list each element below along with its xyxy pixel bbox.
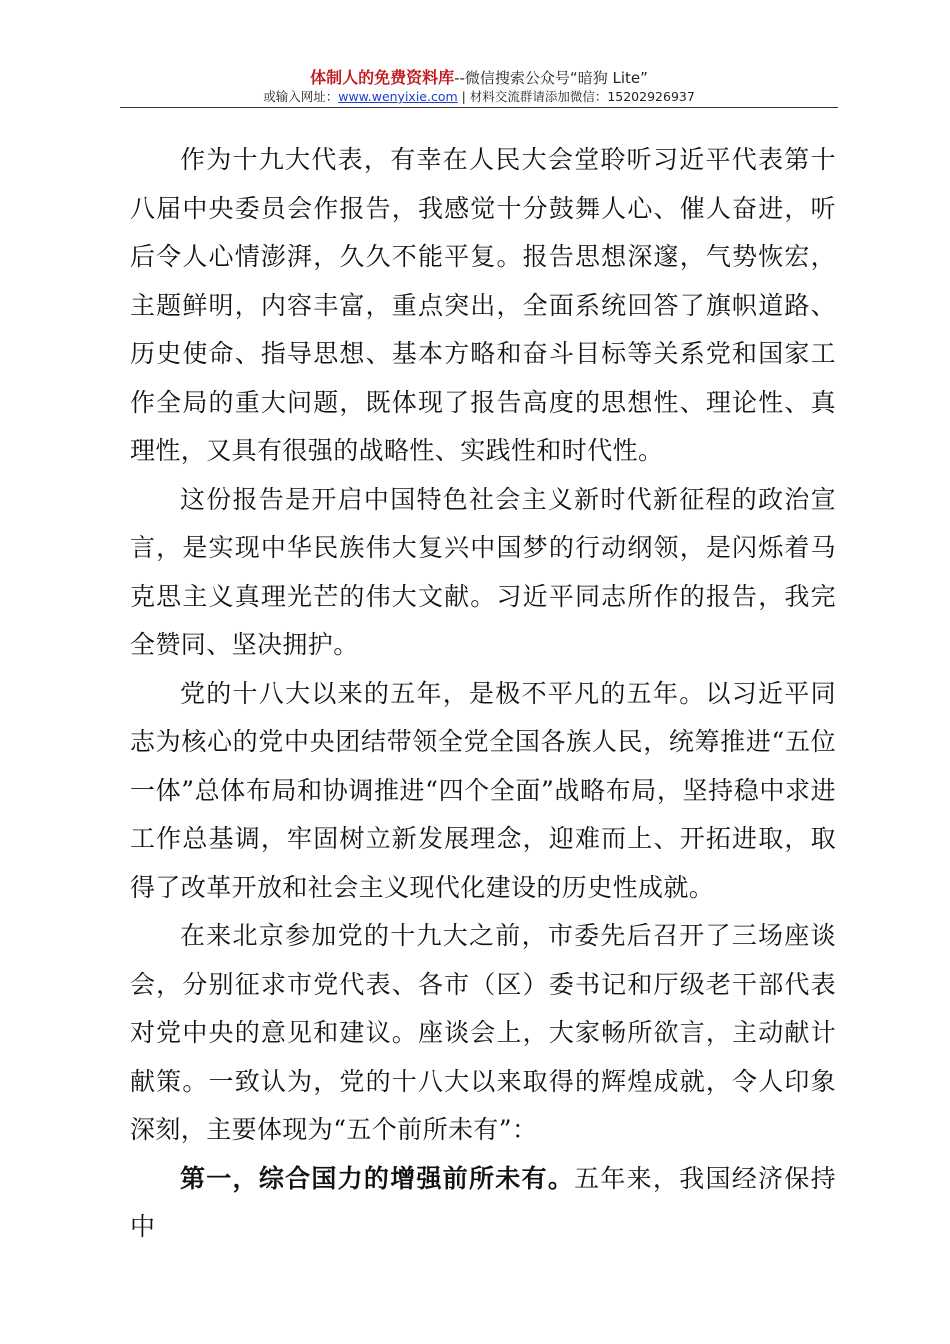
paragraph-3: 党的十八大以来的五年，是极不平凡的五年。以习近平同志为核心的党中央团结带领全党全国各族人民，统筹推进“五位一体”总体布局和协调推进“四个全面”战略布局，坚持稳中求进工作总基调，牢固树立新发展理念，迎难而上、开拓进取，取得了改革开放和社会主义现代化建设的历史性成就。 xyxy=(130,678,836,902)
header-line-1 xyxy=(120,68,838,88)
header-tagline: --微信搜索公众号“暗狗 Lite” xyxy=(454,69,648,87)
paragraph-5-text: 五年来，我国经济保持中 xyxy=(130,1163,836,1241)
header-brand: 体制人的免费资料库 xyxy=(310,68,455,87)
page-header xyxy=(120,68,838,106)
paragraph-5-heading: 第一，综合国力的增强前所未有。 xyxy=(180,1163,575,1193)
document-body xyxy=(130,136,836,1252)
paragraph-4: 在来北京参加党的十九大之前，市委先后召开了三场座谈会，分别征求市党代表、各市（区）委书记和厅级老干部代表对党中央的意见和建议。座谈会上，大家畅所欲言，主动献计献策。一致认为，党的十八大以来取得的辉煌成就，令人印象深刻，主要体现为“五个前所未有”： xyxy=(130,921,836,1144)
paragraph-1: 作为十九大代表，有幸在人民大会堂聆听习近平代表第十八届中央委员会作报告，我感觉十分鼓舞人心、催人奋进，听后令人心情澎湃，久久不能平复。报告思想深邃，气势恢宏，主题鲜明，内容丰富，重点突出，全面系统回答了旗帜道路、历史使命、指导思想、基本方略和奋斗目标等关系党和国家工作全局的重大问题，既体现了报告高度的思想性、理论性、真理性，又具有很强的战略性、实践性和时代性。 xyxy=(130,145,836,465)
paragraph-2: 这份报告是开启中国特色社会主义新时代新征程的政治宣言，是实现中华民族伟大复兴中国梦的行动纲领，是闪烁着马克思主义真理光芒的伟大文献。习近平同志所作的报告，我完全赞同、坚决拥护。 xyxy=(130,484,836,659)
header-contact: | 材料交流群请添加微信：15202926937 xyxy=(457,89,695,104)
header-line-2 xyxy=(120,88,838,106)
header-divider xyxy=(120,107,838,108)
paragraph-5 xyxy=(130,1155,836,1252)
header-url-link[interactable]: www.wenyixie.com xyxy=(338,89,458,104)
header-url-prefix: 或输入网址： xyxy=(263,89,339,104)
